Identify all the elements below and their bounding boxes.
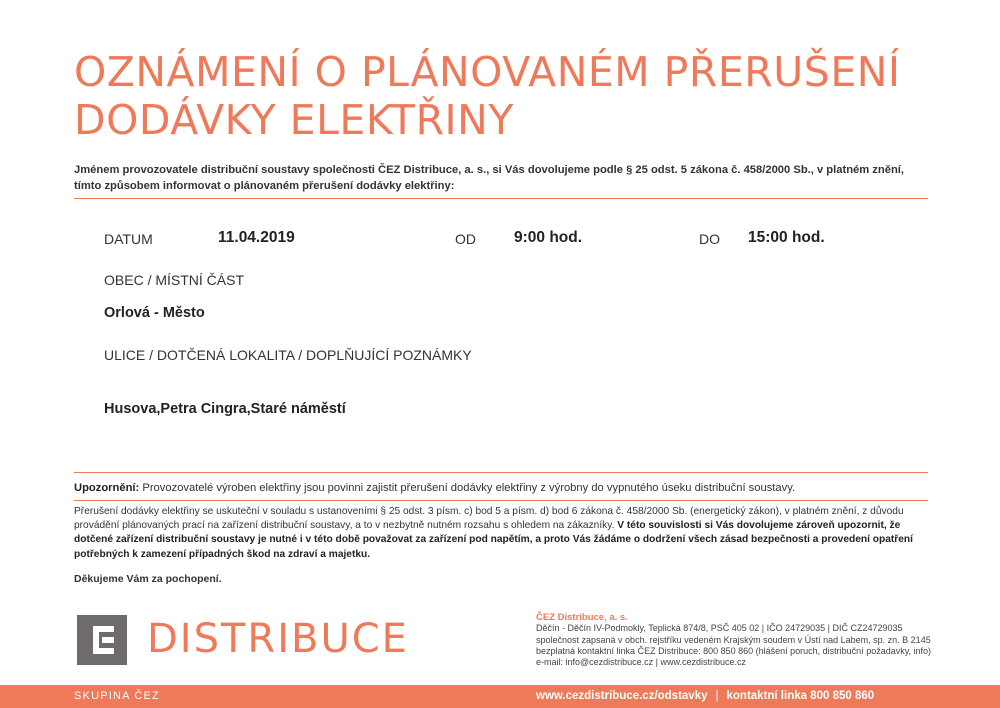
thanks-text: Děkujeme Vám za pochopení. [74, 573, 222, 585]
divider-warning-top [74, 472, 928, 473]
street-label: ULICE / DOTČENÁ LOKALITA / DOPLŇUJÍCÍ POZNÁMKY [104, 347, 472, 363]
logo-text: DISTRIBUCE [147, 616, 409, 662]
from-label: OD [455, 231, 476, 247]
company-contact: e-mail: info@cezdistribuce.cz | www.cezdistribuce.cz [536, 657, 747, 668]
title-line-2: DODÁVKY ELEKTŘINY [74, 96, 514, 144]
to-label: DO [699, 231, 720, 247]
page-title [74, 48, 901, 144]
company-registry: společnost zapsaná v obch. rejstříku vedeném Krajským soudem v Ústí nad Labem, sp. zn. B 2145 [536, 634, 931, 645]
date-value: 11.04.2019 [218, 229, 295, 246]
date-label: DATUM [104, 231, 153, 247]
municipality-value: Orlová - Město [104, 305, 205, 321]
title-line-1: OZNÁMENÍ O PLÁNOVANÉM PŘERUŠENÍ [74, 48, 901, 96]
legal-text: Přerušení dodávky elektřiny se uskuteční v souladu s ustanoveními § 25 odst. 3 písm. c) bod 5 a písm. d) bod 6 zákona č. 458/2000 Sb. (energetický zákon), v platném znění, z důvodu provádění plánovaných prací na zařízení distribuční soustavy, a to v nezbytně nutném rozsahu s ohledem na zákazníky. [74, 506, 904, 532]
divider-warning-bottom [74, 500, 928, 501]
footer-group: SKUPINA ČEZ [74, 690, 160, 702]
company-name: ČEZ Distribuce, a. s. [536, 612, 628, 623]
company-address: Děčín - Děčín IV-Podmokly, Teplická 874/8, PSČ 405 02 | IČO 24729035 | DIČ CZ24729035 [536, 623, 903, 634]
footer-separator: | [715, 690, 719, 702]
to-value: 15:00 hod. [748, 229, 825, 246]
company-info [536, 612, 956, 668]
footer-url-link[interactable]: www.cezdistribuce.cz/odstavky [536, 690, 708, 702]
intro-text: Jménem provozovatele distribuční soustavy společnosti ČEZ Distribuce, a. s., si Vás dovolujeme podle § 25 odst. 5 zákona č. 458/2000 Sb., v platném znění, tímto způsobem informovat o plánovaném přerušení dodávky elektřiny: [74, 164, 905, 192]
legal-paragraph [74, 505, 930, 562]
street-value: Husova,Petra Cingra,Staré náměstí [104, 401, 346, 417]
divider-top [74, 198, 928, 199]
warning-text: Provozovatelé výroben elektřiny jsou povinni zajistit přerušení dodávky elektřiny z výrobny do vypnutého úseku distribuční soustavy. [139, 482, 796, 494]
warning-notice [74, 482, 795, 494]
footer-contact: kontaktní linka 800 850 860 [726, 690, 875, 702]
company-hotline: bezplatná kontaktní linka ČEZ Distribuce: 800 850 860 (hlášení poruch, distribuční požadavky, info) [536, 645, 932, 656]
legal-bold-text: V této souvislosti si Vás dovolujeme zároveň upozornit, že dotčené zařízení distribuční soustavy je nutné i v této době považovat za zařízení pod napětím, a proto Vás žádáme o dodržení všech zásad bezpečnosti a provedení opatření potřebných k zamezení případných škod na zdraví a majetku. [74, 520, 913, 560]
from-value: 9:00 hod. [514, 229, 583, 246]
municipality-label: OBEC / MÍSTNÍ ČÁST [104, 272, 245, 288]
footer-links [536, 688, 874, 704]
warning-label: Upozornění: [74, 482, 140, 494]
cez-logo-icon [77, 615, 127, 665]
